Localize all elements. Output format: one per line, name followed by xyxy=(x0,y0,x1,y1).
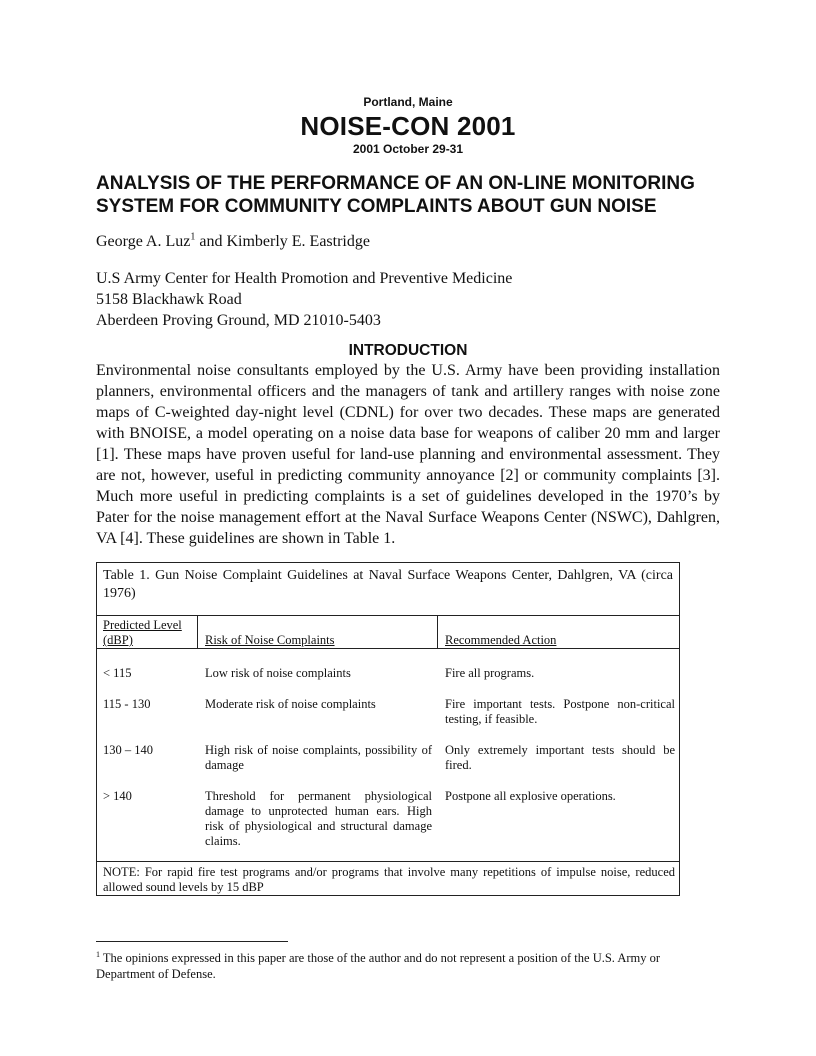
table-caption: Table 1. Gun Noise Complaint Guidelines at Naval Surface Weapons Center, Dahlgren, VA (circa 1976) xyxy=(103,568,673,601)
conference-dates: 2001 October 29-31 xyxy=(352,142,464,156)
header-level-line-1: Predicted Level xyxy=(103,618,182,632)
table-note: NOTE: For rapid fire test programs and/or programs that involve many repetitions of impulse noise, reduced allowed sound levels by 15 dBP xyxy=(103,865,675,894)
table-column-divider xyxy=(437,615,438,648)
row-4-level: > 140 xyxy=(103,789,132,803)
affiliation-line: Aberdeen Proving Ground, MD 21010-5403 xyxy=(96,312,381,329)
author-footnote-mark: 1 xyxy=(190,231,196,243)
affiliation-line: U.S Army Center for Health Promotion and Preventive Medicine xyxy=(96,270,513,287)
table-column-divider xyxy=(197,615,198,648)
author-list xyxy=(96,233,370,251)
footnote xyxy=(96,950,712,982)
header-risk: Risk of Noise Complaints xyxy=(205,633,335,647)
row-1-level: < 115 xyxy=(103,666,132,680)
paper-title-line-2: SYSTEM FOR COMMUNITY COMPLAINTS ABOUT GUN NOISE xyxy=(96,196,657,217)
header-level-line-2: (dBP) xyxy=(103,633,133,647)
introduction-paragraph: Environmental noise consultants employed by the U.S. Army have been providing installation planners, environmental officers and the managers of tank and artillery ranges with noise zone maps of C-weighted day-night level (CDNL) for over two decades. These maps are generated with BNOISE, a model operating on a noise data base for weapons of caliber 20 mm and larger [1]. These maps have proven useful for land-use planning and environmental assessment. They are not, however, useful in predicting community annoyance [2] or community complaints [3]. Much more useful in predicting complaints is a set of guidelines developed in the 1970’s by Pater for the noise management effort at the Naval Surface Weapons Center (NSWC), Dahlgren, VA [4]. These guidelines are shown in Table 1. xyxy=(96,362,720,547)
footnote-mark: 1 xyxy=(96,949,100,959)
row-2-risk: Moderate risk of noise complaints xyxy=(205,697,376,711)
row-3-risk: High risk of noise complaints, possibility of damage xyxy=(205,743,432,772)
footnote-divider xyxy=(96,941,288,942)
header-predicted-level xyxy=(103,618,195,648)
table-rule xyxy=(97,648,679,649)
row-3-level: 130 – 140 xyxy=(103,743,153,757)
row-2-level: 115 - 130 xyxy=(103,697,151,711)
author-rest: and Kimberly E. Eastridge xyxy=(195,233,370,250)
author-first: George A. Luz xyxy=(96,233,191,250)
table-rule xyxy=(97,615,679,616)
row-1-action: Fire all programs. xyxy=(445,666,535,680)
conference-location: Portland, Maine xyxy=(363,95,453,109)
row-2-action: Fire important tests. Postpone non-critical testing, if feasible. xyxy=(445,697,675,726)
table-rule xyxy=(97,861,679,862)
guidelines-table xyxy=(96,562,680,896)
row-4-risk: Threshold for permanent physiological damage to unprotected human ears. High risk of physiological and structural damage claims. xyxy=(205,789,432,848)
paper-title-line-1: ANALYSIS OF THE PERFORMANCE OF AN ON-LINE MONITORING xyxy=(96,173,695,194)
affiliation xyxy=(96,268,512,331)
paper-title xyxy=(96,172,726,218)
affiliation-line: 5158 Blackhawk Road xyxy=(96,291,242,308)
row-1-risk: Low risk of noise complaints xyxy=(205,666,351,680)
header-action: Recommended Action xyxy=(445,633,557,647)
section-heading-introduction: INTRODUCTION xyxy=(348,342,468,359)
row-4-action: Postpone all explosive operations. xyxy=(445,789,616,803)
footnote-text: The opinions expressed in this paper are those of the author and do not represent a position of the U.S. Army or Department of Defense. xyxy=(96,951,661,981)
conference-name: NOISE-CON 2001 xyxy=(300,111,516,141)
row-3-action: Only extremely important tests should be fired. xyxy=(445,743,675,772)
